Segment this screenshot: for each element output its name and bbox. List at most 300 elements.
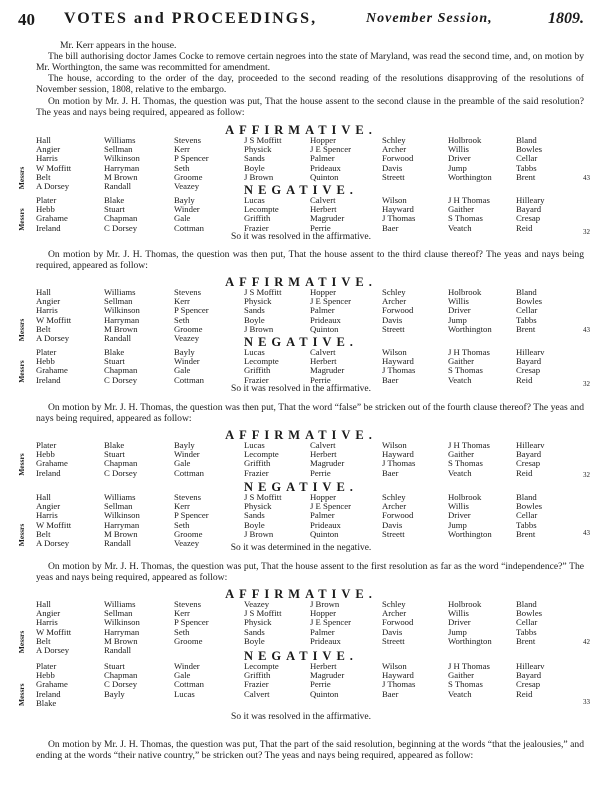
member-name: Holbrook [448, 492, 482, 502]
member-name: Bayly [174, 347, 195, 357]
member-name: Brent [516, 528, 536, 539]
name-column [516, 196, 544, 233]
member-name: Belt [36, 323, 51, 334]
name-column [36, 441, 68, 478]
member-name: Tabbs [516, 314, 537, 325]
member-name: Griffith [244, 670, 271, 681]
member-name: Blake [104, 347, 125, 357]
member-name: Herbert [310, 661, 337, 671]
member-name: Tabbs [516, 519, 537, 530]
member-name: Hall [36, 135, 51, 145]
member-name: Groome [174, 171, 203, 182]
vote-block-1 [17, 123, 590, 244]
member-name: Hall [36, 599, 51, 609]
member-name: Kerr [174, 296, 190, 307]
member-name: S Thomas [448, 213, 483, 224]
name-column [310, 493, 351, 539]
name-column [244, 348, 279, 385]
member-name: Angier [36, 144, 61, 155]
member-name: Physick [244, 144, 272, 155]
name-column [310, 441, 344, 478]
member-name: Holbrook [448, 287, 482, 297]
member-name: Hopper [310, 608, 337, 619]
member-name: Randall [104, 537, 132, 548]
member-name: Lucas [244, 347, 265, 357]
member-name: Plater [36, 195, 57, 205]
count-first: 43 [583, 326, 590, 334]
member-name: J E Spencer [310, 296, 352, 307]
member-name: Prideaux [310, 314, 341, 325]
member-name: Driver [448, 153, 471, 164]
member-name: Quinton [310, 171, 339, 182]
member-name: Randall [104, 180, 132, 191]
name-column [448, 493, 492, 539]
member-name: Veazey [244, 599, 270, 609]
messrs-label: Messrs [17, 318, 26, 342]
member-name: Archer [382, 608, 407, 619]
member-name: Worthington [448, 635, 492, 646]
vote-block-4 [17, 587, 590, 722]
member-name: Hayward [382, 204, 414, 215]
member-name: J Brown [244, 528, 274, 539]
member-name: P Spencer [174, 305, 209, 316]
member-name: Wilkinson [104, 305, 140, 316]
member-name: Cresap [516, 458, 541, 469]
page-number: 40 [18, 10, 35, 29]
member-name: Groome [174, 528, 203, 539]
member-name: Schley [382, 135, 406, 145]
name-column [310, 196, 344, 233]
name-column [448, 441, 490, 478]
heading-negative: NEGATIVE. [244, 480, 358, 494]
member-name: Belt [36, 528, 51, 539]
member-name: Stuart [104, 356, 125, 367]
member-name: S Thomas [448, 365, 483, 376]
member-name: Seth [174, 519, 190, 530]
heading-negative: NEGATIVE. [244, 183, 358, 197]
member-name: Davis [382, 519, 403, 530]
member-name: M Brown [104, 323, 138, 334]
member-name: P Spencer [174, 510, 209, 521]
paragraph-motion-3: On motion by Mr. J. H. Thomas, the question was then put, That the word “false” be stricken out of the fourth clause thereof? The yeas and nays being required, appeared as follow: [36, 402, 584, 424]
member-name: Boyle [244, 162, 265, 173]
member-name: Angier [36, 608, 61, 619]
member-name: Schley [382, 492, 406, 502]
name-column [382, 662, 415, 699]
heading-affirmative: AFFIRMATIVE. [225, 587, 377, 601]
member-name: Chapman [104, 213, 138, 224]
messrs-label: Messrs [17, 360, 26, 383]
member-name: P Spencer [174, 153, 209, 164]
member-name: Bayly [174, 440, 195, 450]
member-name: Bayly [174, 195, 195, 205]
name-column [174, 493, 209, 548]
member-name: Kerr [174, 608, 190, 619]
member-name: Groome [174, 323, 203, 334]
member-name: Belt [36, 171, 51, 182]
messrs-label: Messrs [17, 630, 26, 654]
member-name: Bland [516, 135, 537, 145]
paragraph-kerr: Mr. Kerr appears in the house. [60, 40, 177, 51]
name-column [448, 662, 490, 699]
member-name: Palmer [310, 153, 335, 164]
member-name: C Dorsey [104, 679, 138, 690]
name-column [244, 662, 279, 699]
member-name: Quinton [310, 688, 339, 699]
member-name: Hall [36, 492, 51, 502]
member-name: Streett [382, 171, 405, 182]
member-name: Jump [448, 626, 467, 637]
member-name: Streett [382, 323, 405, 334]
member-name: Stevens [174, 492, 202, 502]
member-name: Gale [174, 670, 191, 681]
member-name: Prideaux [310, 519, 341, 530]
vote-block-3 [17, 428, 590, 556]
name-column [448, 196, 490, 233]
member-name: Harris [36, 305, 58, 316]
vote-result: So it was resolved in the affirmative. [231, 712, 371, 722]
member-name: Hebb [36, 356, 55, 367]
member-name: M Brown [104, 528, 138, 539]
member-name: Boyle [244, 519, 265, 530]
heading-affirmative: AFFIRMATIVE. [225, 275, 377, 289]
name-column [174, 136, 209, 191]
paragraph-motion-2: On motion by Mr. J. H. Thomas, the question was then put, That the house assent to the third clause thereof? The yeas and nays being required, appeared as follow: [36, 249, 584, 271]
member-name: Lucas [174, 688, 195, 699]
member-name: Cottman [174, 467, 204, 478]
name-column [382, 348, 415, 385]
vote-result: So it was resolved in the affirmative. [231, 232, 371, 242]
member-name: J Brown [244, 323, 274, 334]
member-name: Lucas [244, 195, 265, 205]
name-column [244, 288, 282, 334]
member-name: Sands [244, 305, 265, 316]
member-name: Williams [104, 492, 136, 502]
member-name: Calvert [310, 195, 336, 205]
paragraph-motion-4: On motion by Mr. J. H. Thomas, the question was put, That the house assent to the first resolution as far as the word “independence?” The yeas and nays being required, appeared as follow: [36, 561, 584, 583]
member-name: Lecompte [244, 449, 279, 460]
member-name: Randall [104, 644, 132, 655]
member-name: Physick [244, 296, 272, 307]
paragraph-order-of-day: The house, according to the order of the day, proceeded to the second reading of the resolutions disapproving of the resolutions of November session, 1808, relative to the embargo. [36, 73, 584, 95]
member-name: J S Moffitt [244, 492, 282, 502]
member-name: Bayly [104, 688, 125, 699]
name-column [382, 288, 413, 334]
name-column [174, 288, 209, 343]
member-name: Cellar [516, 153, 538, 164]
member-name: Hebb [36, 449, 55, 460]
name-column [382, 196, 415, 233]
member-name: Hopper [310, 492, 337, 502]
member-name: Winder [174, 356, 200, 367]
vote-result: So it was determined in the negative. [230, 543, 372, 553]
name-column [310, 662, 344, 699]
member-name: Palmer [310, 510, 335, 521]
member-name: Sellman [104, 296, 133, 307]
member-name: Harris [36, 510, 58, 521]
member-name: P Spencer [174, 617, 209, 628]
member-name: Jump [448, 519, 467, 530]
member-name: Jump [448, 314, 467, 325]
member-name: Calvert [244, 688, 270, 699]
member-name: J H Thomas [448, 661, 490, 671]
name-column [448, 600, 492, 646]
member-name: Veazey [174, 180, 200, 191]
name-column [36, 662, 68, 708]
member-name: Cellar [516, 510, 538, 521]
name-column [516, 441, 544, 478]
member-name: J H Thomas [448, 347, 490, 357]
member-name: Lecompte [244, 204, 279, 215]
member-name: Hilleary [516, 195, 545, 205]
member-name: Plater [36, 661, 57, 671]
member-name: Hopper [310, 135, 337, 145]
name-column [104, 493, 140, 548]
member-name: Davis [382, 626, 403, 637]
member-name: Cellar [516, 305, 538, 316]
name-column [174, 348, 204, 385]
member-name: Quinton [310, 528, 339, 539]
member-name: Harris [36, 153, 58, 164]
member-name: Bayard [516, 449, 542, 460]
name-column [382, 493, 413, 539]
count-first: 42 [583, 638, 590, 646]
member-name: Stevens [174, 599, 202, 609]
member-name: Willis [448, 296, 469, 307]
page-header [18, 10, 584, 36]
member-name: A Dorsey [36, 644, 70, 655]
member-name: J S Moffitt [244, 287, 282, 297]
member-name: Veatch [448, 374, 472, 385]
member-name: Bayard [516, 670, 542, 681]
member-name: Harryman [104, 626, 140, 637]
name-column [516, 288, 542, 334]
member-name: J S Moffitt [244, 135, 282, 145]
member-name: Driver [448, 510, 471, 521]
member-name: W Moffitt [36, 519, 72, 530]
member-name: Holbrook [448, 599, 482, 609]
member-name: Cresap [516, 679, 541, 690]
name-column [174, 196, 204, 233]
member-name: Baer [382, 222, 399, 233]
member-name: Cresap [516, 365, 541, 376]
member-name: Archer [382, 296, 407, 307]
member-name: S Thomas [448, 679, 483, 690]
member-name: Schley [382, 599, 406, 609]
member-name: Sands [244, 626, 265, 637]
member-name: Wilson [382, 195, 407, 205]
member-name: C Dorsey [104, 467, 138, 478]
member-name: Harryman [104, 162, 140, 173]
member-name: J Brown [310, 599, 340, 609]
paragraph-cocke-bill: The bill authorising doctor James Cocke to remove certain negroes into the state of Maryland, was read the second time, and, on motion by Mr. Worthington, the same was recommitted for amendment. [36, 51, 584, 73]
member-name: Hebb [36, 670, 55, 681]
member-name: Angier [36, 296, 61, 307]
member-name: Griffith [244, 458, 271, 469]
member-name: S Thomas [448, 458, 483, 469]
member-name: Reid [516, 222, 533, 233]
member-name: Hopper [310, 287, 337, 297]
member-name: Williams [104, 599, 136, 609]
member-name: Blake [104, 195, 125, 205]
member-name: Boyle [244, 635, 265, 646]
count-first: 32 [583, 471, 590, 479]
member-name: Griffith [244, 365, 271, 376]
member-name: Hayward [382, 356, 414, 367]
member-name: Blake [104, 440, 125, 450]
member-name: Wilson [382, 661, 407, 671]
member-name: Hayward [382, 670, 414, 681]
member-name: Magruder [310, 213, 345, 224]
member-name: Worthington [448, 171, 492, 182]
member-name: Chapman [104, 365, 138, 376]
member-name: Cellar [516, 617, 538, 628]
member-name: Calvert [310, 347, 336, 357]
member-name: J E Spencer [310, 144, 352, 155]
member-name: Reid [516, 374, 533, 385]
member-name: J Thomas [382, 679, 416, 690]
member-name: Perrie [310, 222, 331, 233]
member-name: Herbert [310, 356, 337, 367]
member-name: A Dorsey [36, 332, 70, 343]
member-name: Gale [174, 365, 191, 376]
name-column [104, 600, 140, 655]
name-column [448, 288, 492, 334]
member-name: Baer [382, 688, 399, 699]
member-name: Forwood [382, 617, 414, 628]
member-name: Baer [382, 467, 399, 478]
member-name: J Thomas [382, 458, 416, 469]
member-name: J Brown [244, 171, 274, 182]
member-name: Frazier [244, 374, 269, 385]
member-name: Lecompte [244, 356, 279, 367]
member-name: Cresap [516, 213, 541, 224]
member-name: Stuart [104, 661, 125, 671]
member-name: Stevens [174, 287, 202, 297]
member-name: Baer [382, 374, 399, 385]
member-name: Hebb [36, 204, 55, 215]
member-name: Gale [174, 213, 191, 224]
messrs-label: Messrs [17, 166, 26, 190]
name-column [104, 196, 137, 233]
member-name: Sands [244, 510, 265, 521]
member-name: Magruder [310, 365, 345, 376]
member-name: Stevens [174, 135, 202, 145]
messrs-label: Messrs [17, 523, 26, 547]
member-name: Calvert [310, 440, 336, 450]
name-column [244, 441, 279, 478]
member-name: Prideaux [310, 162, 341, 173]
member-name: Schley [382, 287, 406, 297]
name-column [36, 348, 68, 385]
member-name: Williams [104, 287, 136, 297]
name-column [36, 288, 71, 343]
member-name: Blake [36, 697, 57, 708]
member-name: Kerr [174, 501, 190, 512]
member-name: Driver [448, 305, 471, 316]
member-name: Perrie [310, 374, 331, 385]
name-column [104, 662, 137, 699]
paragraph-motion-5: On motion by Mr. J. H. Thomas, the question was put, That the part of the said resolution, beginning at the words “that the jealousies,” and ending at the words “their native country,” be stricken out? The yeas and nays being required, appeared as follow: [36, 739, 584, 761]
member-name: Seth [174, 314, 190, 325]
member-name: Lucas [244, 440, 265, 450]
member-name: Veatch [448, 222, 472, 233]
member-name: Gaither [448, 204, 475, 215]
name-column [310, 136, 351, 182]
member-name: Plater [36, 347, 57, 357]
name-column [244, 196, 279, 233]
member-name: Bowles [516, 608, 543, 619]
member-name: Willis [448, 501, 469, 512]
member-name: Bayard [516, 204, 542, 215]
member-name: Angier [36, 501, 61, 512]
count-second: 32 [583, 228, 590, 236]
header-title: VOTES and PROCEEDINGS, [64, 10, 318, 27]
name-column [516, 662, 544, 699]
member-name: W Moffitt [36, 314, 72, 325]
member-name: Herbert [310, 449, 337, 460]
member-name: Jump [448, 162, 467, 173]
name-column [448, 348, 490, 385]
messrs-label: Messrs [17, 683, 26, 706]
member-name: C Dorsey [104, 374, 138, 385]
member-name: Groome [174, 635, 203, 646]
member-name: Winder [174, 449, 200, 460]
member-name: Davis [382, 314, 403, 325]
heading-affirmative: AFFIRMATIVE. [225, 428, 377, 442]
member-name: Bayard [516, 356, 542, 367]
member-name: Archer [382, 501, 407, 512]
member-name: Ireland [36, 222, 61, 233]
member-name: Quinton [310, 323, 339, 334]
member-name: Wilkinson [104, 617, 140, 628]
header-year: 1809. [548, 10, 584, 27]
member-name: Randall [104, 332, 132, 343]
member-name: Forwood [382, 510, 414, 521]
header-session: November Session, [366, 11, 493, 26]
member-name: Tabbs [516, 162, 537, 173]
name-column [104, 136, 140, 191]
member-name: J Thomas [382, 365, 416, 376]
name-column [104, 288, 140, 343]
member-name: Grahame [36, 365, 68, 376]
count-second: 43 [583, 529, 590, 537]
member-name: Cottman [174, 374, 204, 385]
member-name: Willis [448, 144, 469, 155]
member-name: Hillearv [516, 661, 545, 671]
member-name: Cottman [174, 222, 204, 233]
member-name: Forwood [382, 153, 414, 164]
member-name: Winder [174, 204, 200, 215]
name-column [516, 348, 544, 385]
member-name: Grahame [36, 458, 68, 469]
member-name: J Thomas [382, 213, 416, 224]
member-name: Williams [104, 135, 136, 145]
member-name: M Brown [104, 171, 138, 182]
name-column [174, 441, 204, 478]
member-name: Bland [516, 287, 537, 297]
member-name: Frazier [244, 679, 269, 690]
member-name: Sands [244, 153, 265, 164]
member-name: Seth [174, 162, 190, 173]
name-column [382, 441, 415, 478]
name-column [382, 136, 413, 182]
member-name: Gaither [448, 449, 475, 460]
member-name: Herbert [310, 204, 337, 215]
member-name: A Dorsey [36, 537, 70, 548]
member-name: Bowles [516, 296, 543, 307]
member-name: Chapman [104, 670, 138, 681]
